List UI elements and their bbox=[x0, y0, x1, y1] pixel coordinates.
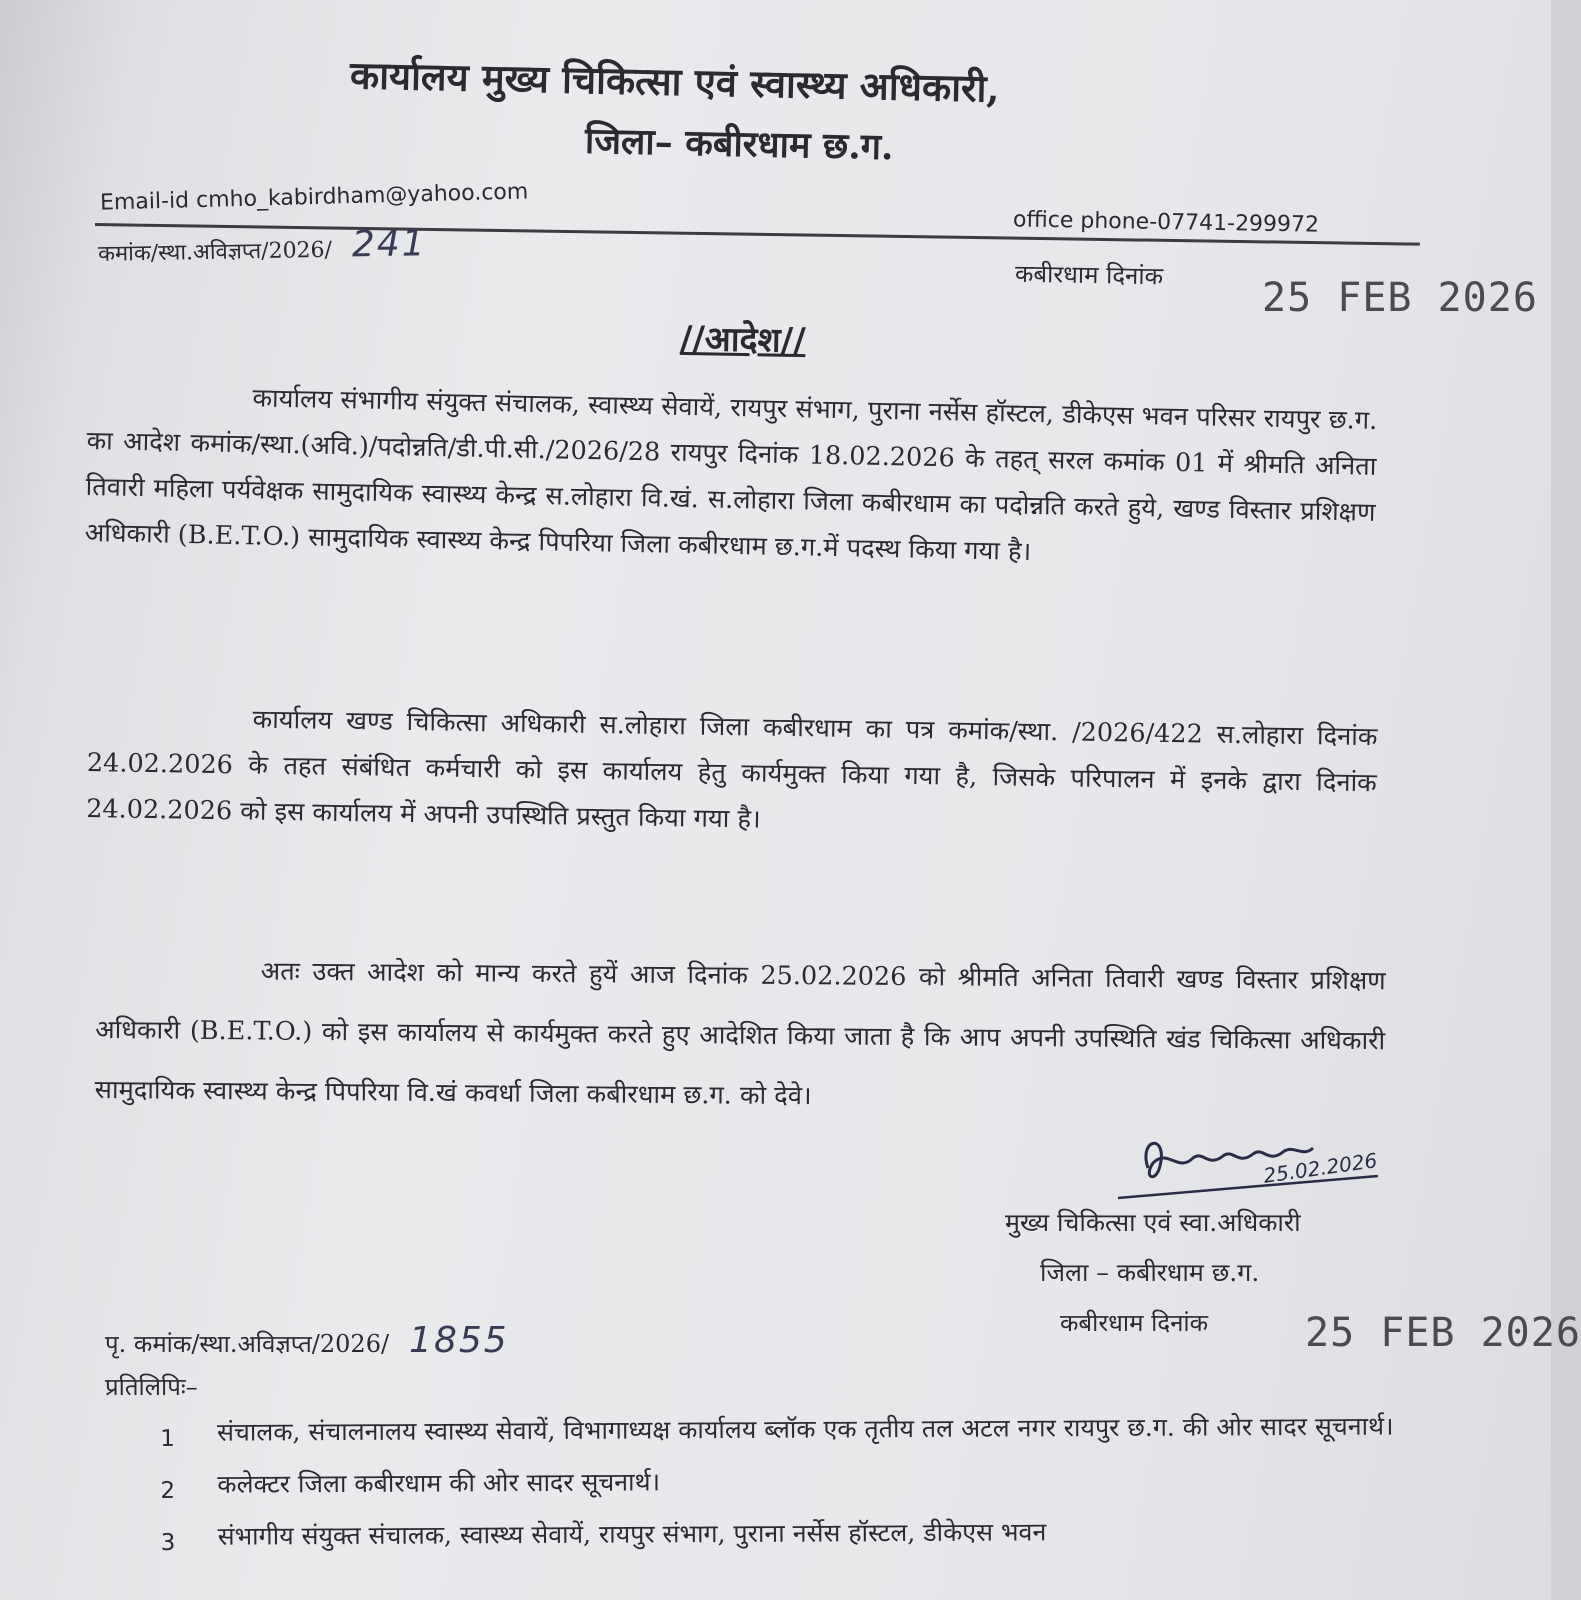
handwritten-endorsement-number: 1855 bbox=[409, 1320, 509, 1361]
endorsement-date-stamp: 25 FEB 2026 bbox=[1305, 1310, 1581, 1356]
signature bbox=[1098, 1128, 1408, 1208]
signature-date: 25.02.2026 bbox=[1261, 1148, 1379, 1188]
list-item-number: 2 bbox=[160, 1477, 176, 1504]
district-title: जिला– कबीरधाम छ.ग. bbox=[584, 119, 895, 169]
list-item bbox=[161, 1507, 1421, 1566]
endorsement-reference bbox=[105, 1320, 509, 1361]
signatory-designation: मुख्य चिकित्सा एवं स्वा.अधिकारी bbox=[1005, 1208, 1301, 1237]
copy-label: प्रतिलिपिः– bbox=[105, 1373, 198, 1401]
list-item-number: 1 bbox=[160, 1425, 175, 1452]
endorsement-date-label: कबीरधाम दिनांक bbox=[1060, 1309, 1209, 1337]
list-item bbox=[160, 1455, 1420, 1514]
order-reference bbox=[98, 223, 427, 270]
list-item-text: कलेक्टर जिला कबीरधाम की ओर सादर सूचनार्थ। bbox=[217, 1467, 661, 1499]
date-stamp: 25 FEB 2026 bbox=[1262, 275, 1538, 321]
reference-prefix: कमांक/स्था.अविज्ञप्त/2026/ bbox=[97, 237, 333, 267]
office-title: कार्यालय मुख्य चिकित्सा एवं स्वास्थ्य अधिकारी, bbox=[349, 52, 1001, 111]
paragraph-3: अतः उक्त आदेश को मान्य करते हुयें आज दिनांक 25.02.2026 को श्रीमति अनिता तिवारी खण्ड विस्तार प्रशिक्षण अधिकारी (B.E.T.O.) को इस कार्यालय से कार्यमुक्त करते हुए आदेशित किया जाता है कि आप अपनी उपस्थिति खंड चिकित्सा अधिकारी सामुदायिक स्वास्थ्य केन्द्र पिपरिया वि.खं कवर्धा जिला कबीरधाम छ.ग. को देवे। bbox=[94, 956, 1386, 1112]
list-item-number: 3 bbox=[160, 1529, 176, 1556]
handwritten-order-number: 241 bbox=[351, 223, 427, 266]
copy-list bbox=[160, 1403, 1421, 1566]
paragraph-1: कार्यालय संभागीय संयुक्त संचालक, स्वास्थ्य सेवायें, रायपुर संभाग, पुराना नर्सेस हॉस्टल, डीकेएस भवन परिसर रायपुर छ.ग. का आदेश कमांक/स्था.(अवि.)/पदोन्नति/डी.पी.सी./2026/28 रायपुर दिनांक 18.02.2026 के तहत् सरल कमांक 01 में श्रीमति अनिता तिवारी महिला पर्यवेक्षक सामुदायिक स्वास्थ्य केन्द्र स.लोहारा वि.खं. स.लोहारा जिला कबीरधाम का पदोन्नति करते हुये, खण्ड विस्तार प्रशिक्षण अधिकारी (B.E.T.O.) सामुदायिक स्वास्थ्य केन्द्र पिपरिया जिला कबीरधाम छ.ग.में पदस्थ किया गया है। bbox=[84, 383, 1378, 567]
signatory-district: जिला – कबीरधाम छ.ग. bbox=[1040, 1258, 1260, 1287]
office-phone: office phone-07741-299972 bbox=[1012, 207, 1320, 238]
endorsement-prefix: पृ. कमांक/स्था.अविज्ञप्त/2026/ bbox=[105, 1330, 390, 1358]
order-title: //आदेश// bbox=[679, 318, 806, 362]
list-item-text: संभागीय संयुक्त संचालक, स्वास्थ्य सेवायें, रायपुर संभाग, पुराना नर्सेस हॉस्टल, डीकेएस भवन bbox=[217, 1517, 1047, 1551]
date-label: कबीरधाम दिनांक bbox=[1014, 259, 1164, 291]
paragraph-2: कार्यालय खण्ड चिकित्सा अधिकारी स.लोहारा जिला कबीरधाम का पत्र कमांक/स्था. /2026/422 स.लोहारा दिनांक 24.02.2026 के तहत संबंधित कर्मचारी को इस कार्यालय हेतु कार्यमुक्त किया गया है, जिसके परिपालन में इनके द्वारा दिनांक 24.02.2026 को इस कार्यालय में अपनी उपस्थिति प्रस्तुत किया गया है। bbox=[85, 704, 1378, 835]
email-id: Email-id cmho_kabirdham@yahoo.com bbox=[99, 179, 529, 216]
list-item bbox=[160, 1403, 1420, 1462]
list-item-text: संचालक, संचालनालय स्वास्थ्य सेवायें, विभागाध्यक्ष कार्यालय ब्लॉक एक तृतीय तल अटल नगर रायपुर छ.ग. की ओर सादर सूचनार्थ। bbox=[217, 1411, 1394, 1447]
